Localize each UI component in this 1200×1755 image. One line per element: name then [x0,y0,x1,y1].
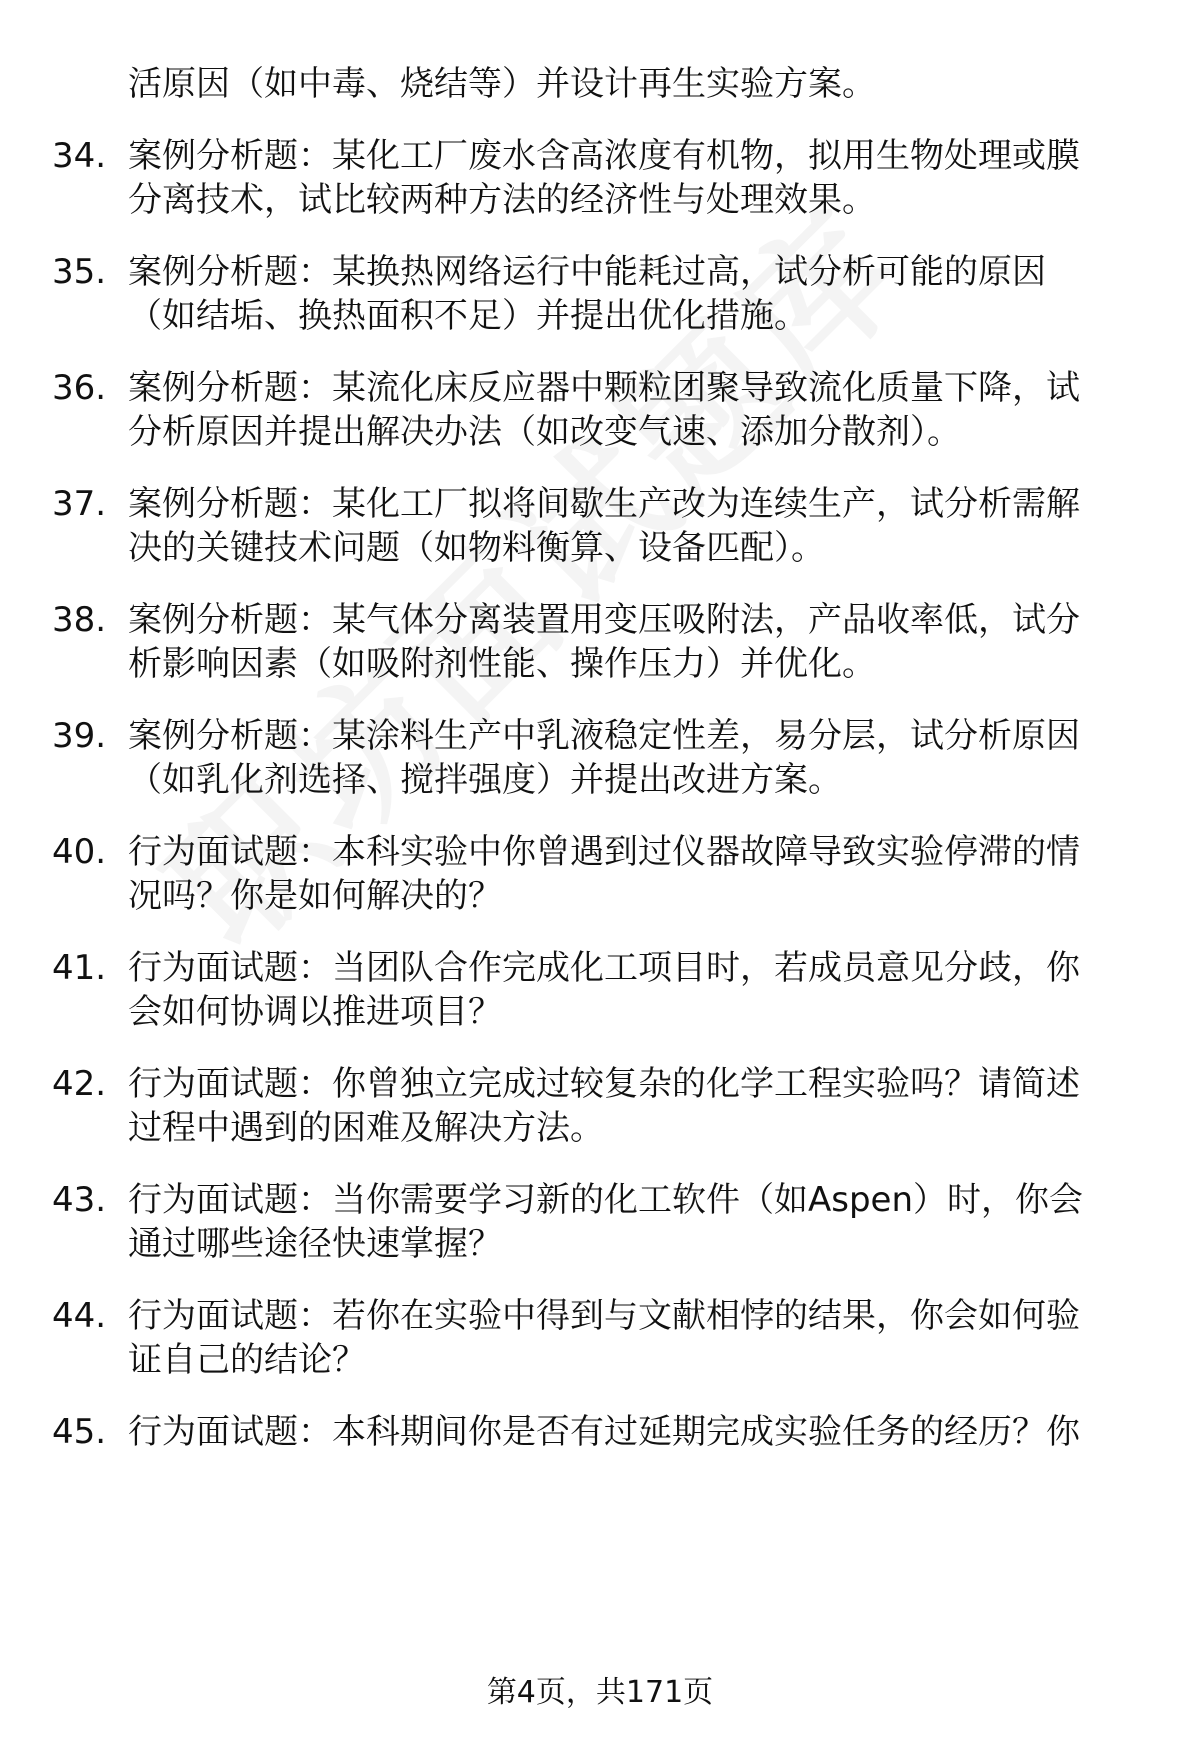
continuation-line: 活原因（如中毒、烧结等）并设计再生实验方案。 [128,64,876,104]
question-text-line: 通过哪些途径快速掌握？ [128,1224,502,1264]
question-text-line: 行为面试题：若你在实验中得到与文献相悖的结果，你会如何验 [128,1296,1080,1336]
question-number: 45. [52,1412,107,1452]
question-number: 43. [52,1180,107,1220]
question-text-line: 行为面试题：本科期间你是否有过延期完成实验任务的经历？你 [128,1412,1080,1452]
question-text-line: 行为面试题：本科实验中你曾遇到过仪器故障导致实验停滞的情 [128,832,1080,872]
question-text-line: 案例分析题：某气体分离装置用变压吸附法，产品收率低，试分 [128,600,1080,640]
question-text-line: 行为面试题：你曾独立完成过较复杂的化学工程实验吗？请简述 [128,1064,1080,1104]
question-text-line: 行为面试题：当团队合作完成化工项目时，若成员意见分歧，你 [128,948,1080,988]
question-text-line: 证自己的结论？ [128,1340,366,1380]
question-number: 40. [52,832,107,872]
question-number: 35. [52,252,107,292]
question-text-line: 析影响因素（如吸附剂性能、操作压力）并优化。 [128,644,876,684]
question-text-line: 行为面试题：当你需要学习新的化工软件（如Aspen）时，你会 [128,1180,1084,1220]
question-number: 36. [52,368,107,408]
question-text-line: 况吗？你是如何解决的？ [128,876,502,916]
question-text-line: 案例分析题：某化工厂拟将间歇生产改为连续生产，试分析需解 [128,484,1080,524]
question-text-line: 分析原因并提出解决办法（如改变气速、添加分散剂）。 [128,412,961,452]
page-footer: 第4页，共171页 [486,1675,714,1710]
question-text-line: （如结垢、换热面积不足）并提出优化措施。 [128,296,808,336]
question-text-line: 分离技术，试比较两种方法的经济性与处理效果。 [128,180,876,220]
question-text-line: （如乳化剂选择、搅拌强度）并提出改进方案。 [128,760,842,800]
question-number: 38. [52,600,107,640]
question-text-line: 案例分析题：某化工厂废水含高浓度有机物，拟用生物处理或膜 [128,136,1080,176]
question-text-line: 过程中遇到的困难及解决方法。 [128,1108,604,1148]
question-text-line: 决的关键技术问题（如物料衡算、设备匹配）。 [128,528,825,568]
question-number: 39. [52,716,107,756]
question-number: 44. [52,1296,107,1336]
question-number: 37. [52,484,107,524]
question-number: 34. [52,136,107,176]
question-text-line: 案例分析题：某涂料生产中乳液稳定性差，易分层，试分析原因 [128,716,1080,756]
question-number: 41. [52,948,107,988]
question-text-line: 案例分析题：某换热网络运行中能耗过高，试分析可能的原因 [128,252,1046,292]
question-text-line: 会如何协调以推进项目？ [128,992,502,1032]
question-text-line: 案例分析题：某流化床反应器中颗粒团聚导致流化质量下降，试 [128,368,1080,408]
question-number: 42. [52,1064,107,1104]
